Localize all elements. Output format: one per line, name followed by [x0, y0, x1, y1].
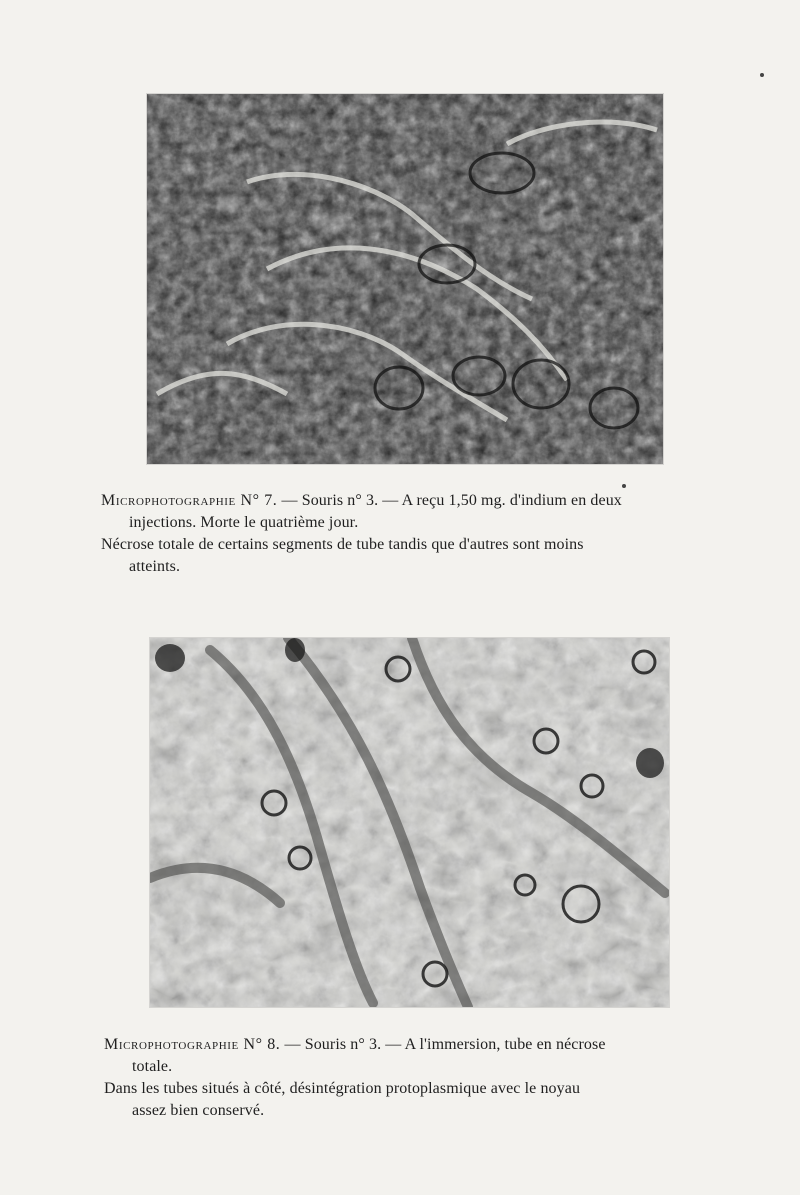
caption-line — [101, 490, 711, 512]
figure-title: Microphotographie N° 8. — [104, 1036, 281, 1053]
microphotograph-7-image — [147, 94, 663, 464]
caption-line: assez bien conservé. — [132, 1102, 265, 1119]
caption-text: — Souris n° 3. — A reçu 1,50 mg. d'indium en deux — [277, 492, 622, 509]
caption-line: totale. — [132, 1058, 173, 1075]
caption-line: injections. Morte le quatrième jour. — [129, 514, 359, 531]
caption-line: Nécrose totale de certains segments de tube tandis que d'autres sont moins — [101, 536, 584, 553]
microphotograph-7 — [147, 94, 663, 464]
caption-figure-8 — [104, 1034, 714, 1122]
figure-title: Microphotographie N° 7. — [101, 492, 278, 509]
ink-speck-icon — [760, 73, 764, 77]
microphotograph-8 — [150, 638, 669, 1007]
caption-figure-7 — [101, 490, 711, 578]
microphotograph-8-image — [150, 638, 669, 1007]
caption-line: atteints. — [129, 558, 181, 575]
caption-line: Dans les tubes situés à côté, désintégration protoplasmique avec le noyau — [104, 1080, 581, 1097]
caption-line — [104, 1034, 714, 1056]
ink-speck-icon — [622, 484, 626, 488]
caption-text: — Souris n° 3. — A l'immersion, tube en nécrose — [280, 1036, 606, 1053]
